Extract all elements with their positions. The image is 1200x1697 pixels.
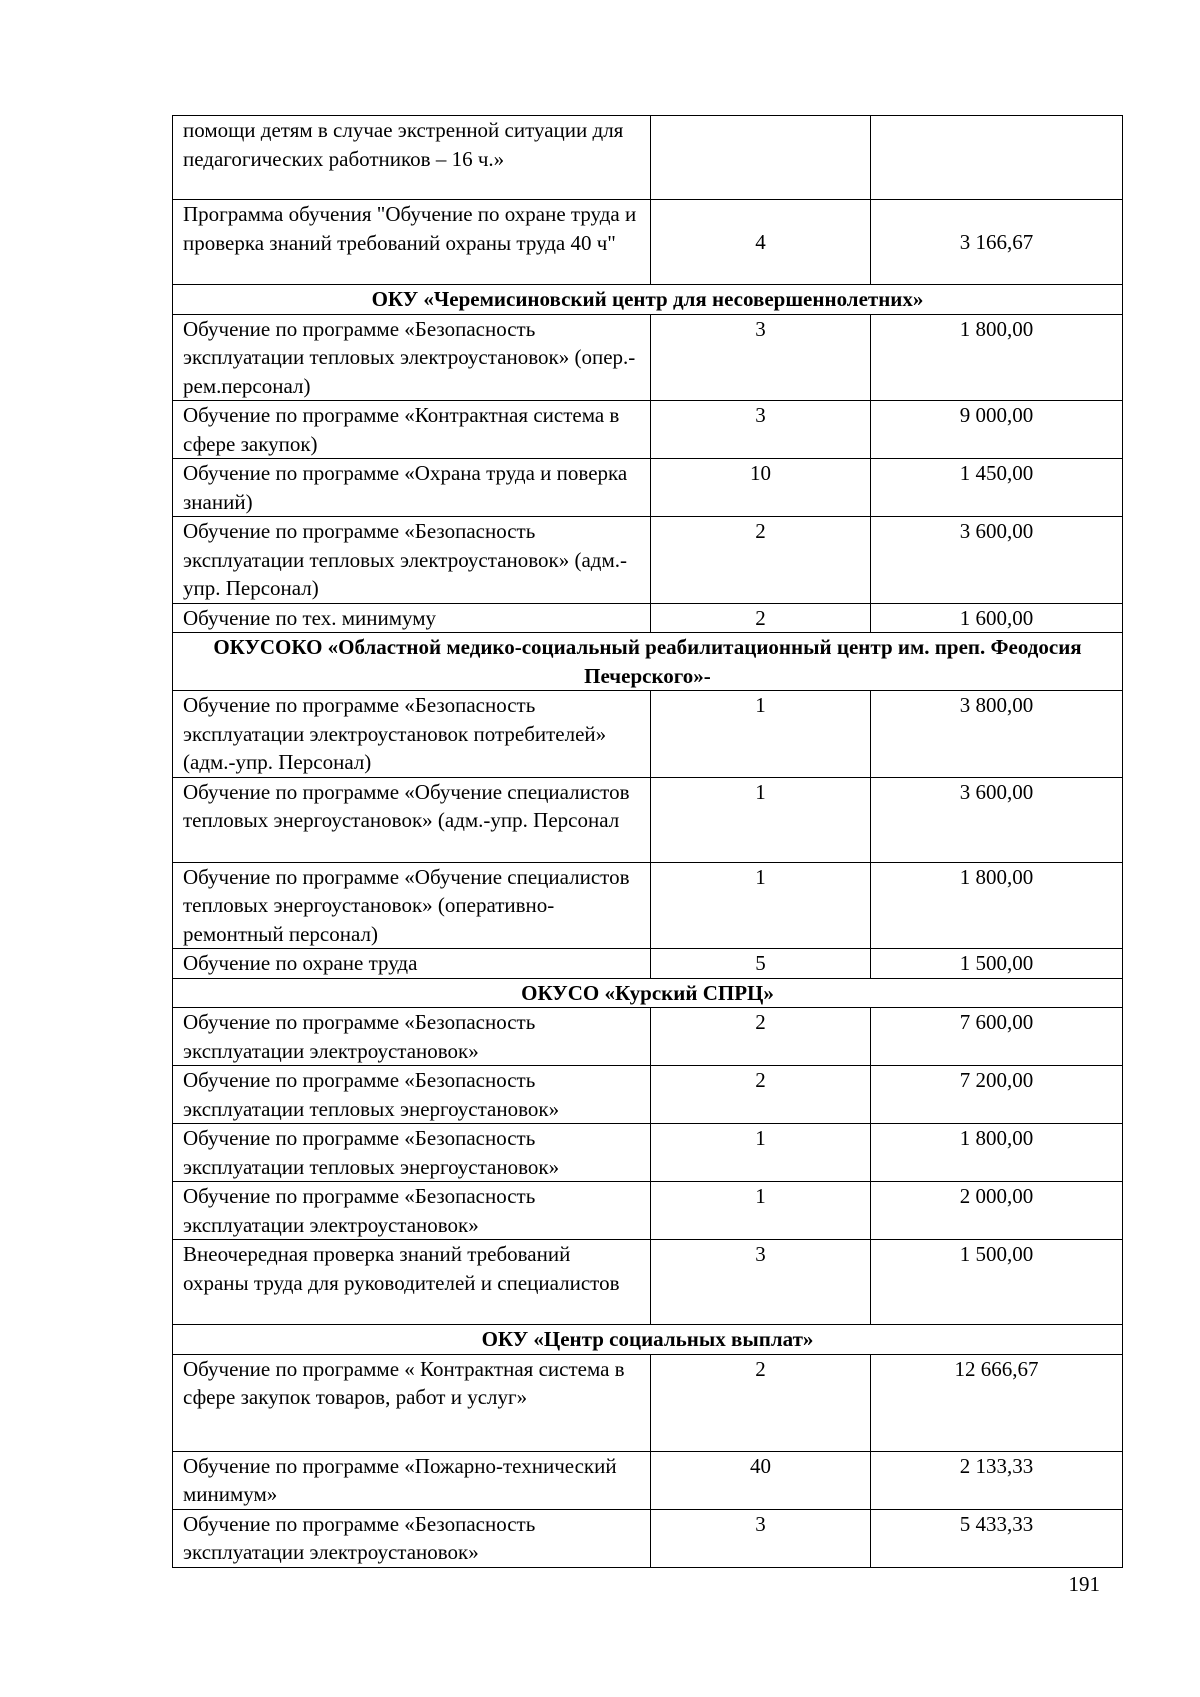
quantity-cell: 3 [651,1509,871,1567]
quantity-cell: 1 [651,691,871,778]
training-name-cell: Обучение по программе «Обучение специалистов тепловых энергоустановок» (адм.-упр. Персонал [173,777,651,862]
cost-cell: 1 800,00 [871,862,1123,949]
quantity-cell: 3 [651,314,871,401]
table-row [173,1008,1123,1066]
organization-name: ОКУСОКО «Областной медико-социальный реабилитационный центр им. преп. Феодосия Печерского»- [173,633,1123,691]
training-name-cell: Программа обучения "Обучение по охране труда и проверка знаний требований охраны труда 40 ч" [173,200,651,285]
table-body [173,116,1123,1568]
table-row [173,200,1123,285]
training-name-cell: Обучение по программе «Безопасность эксплуатации электроустановок» [173,1182,651,1240]
organization-header-row [173,633,1123,691]
training-name-cell: Обучение по программе «Безопасность эксплуатации электроустановок» [173,1509,651,1567]
table-row [173,1182,1123,1240]
training-name-cell: Обучение по программе «Охрана труда и поверка знаний) [173,459,651,517]
table-row [173,1240,1123,1325]
training-name-cell: Обучение по программе «Контрактная система в сфере закупок) [173,401,651,459]
cost-cell: 7 200,00 [871,1066,1123,1124]
table-row [173,1451,1123,1509]
quantity-cell: 2 [651,603,871,633]
training-cost-table [172,115,1123,1568]
table-row [173,116,1123,200]
table-row [173,603,1123,633]
table-row [173,777,1123,862]
training-name-cell: Обучение по тех. минимуму [173,603,651,633]
cost-cell: 12 666,67 [871,1354,1123,1451]
training-name-cell: Обучение по программе «Безопасность эксплуатации тепловых электроустановок» (адм.-упр. Персонал) [173,517,651,604]
table-row [173,1509,1123,1567]
cost-cell: 1 500,00 [871,949,1123,979]
table-row [173,1066,1123,1124]
quantity-cell: 40 [651,1451,871,1509]
training-name-cell: Обучение по программе « Контрактная система в сфере закупок товаров, работ и услуг» [173,1354,651,1451]
cost-cell: 2 000,00 [871,1182,1123,1240]
quantity-cell: 3 [651,1240,871,1325]
quantity-cell: 5 [651,949,871,979]
quantity-cell: 1 [651,862,871,949]
table-row [173,862,1123,949]
organization-header-row [173,1325,1123,1355]
organization-name: ОКУСО «Курский СПРЦ» [173,978,1123,1008]
page-number: 191 [1068,1572,1100,1596]
training-name-cell: Обучение по программе «Безопасность эксплуатации тепловых энергоустановок» [173,1066,651,1124]
training-name-cell: Обучение по программе «Безопасность эксплуатации тепловых энергоустановок» [173,1124,651,1182]
cost-cell: 1 450,00 [871,459,1123,517]
training-name-cell: Обучение по программе «Обучение специалистов тепловых энергоустановок» (оперативно-ремонтный персонал) [173,862,651,949]
quantity-cell: 4 [651,200,871,285]
table-row [173,314,1123,401]
cost-cell: 1 500,00 [871,1240,1123,1325]
table-row [173,1124,1123,1182]
quantity-cell: 1 [651,777,871,862]
training-name-cell: Обучение по программе «Безопасность эксплуатации тепловых электроустановок» (опер.-рем.персонал) [173,314,651,401]
organization-header-row [173,978,1123,1008]
table-row [173,691,1123,778]
cost-cell [871,116,1123,200]
quantity-cell: 2 [651,517,871,604]
training-name-cell: Обучение по программе «Пожарно-технический минимум» [173,1451,651,1509]
quantity-cell: 1 [651,1182,871,1240]
quantity-cell: 2 [651,1008,871,1066]
training-name-cell: Обучение по программе «Безопасность эксплуатации электроустановок» [173,1008,651,1066]
cost-cell: 5 433,33 [871,1509,1123,1567]
training-name-cell: помощи детям в случае экстренной ситуации для педагогических работников – 16 ч.» [173,116,651,200]
training-name-cell: Обучение по программе «Безопасность эксплуатации электроустановок потребителей» (адм.-упр. Персонал) [173,691,651,778]
quantity-cell: 10 [651,459,871,517]
cost-cell: 7 600,00 [871,1008,1123,1066]
cost-cell: 3 600,00 [871,517,1123,604]
organization-name: ОКУ «Черемисиновский центр для несовершеннолетних» [173,285,1123,315]
organization-header-row [173,285,1123,315]
quantity-cell: 3 [651,401,871,459]
table-row [173,949,1123,979]
cost-cell: 1 800,00 [871,314,1123,401]
quantity-cell [651,116,871,200]
cost-cell: 9 000,00 [871,401,1123,459]
cost-cell: 3 600,00 [871,777,1123,862]
cost-cell: 1 800,00 [871,1124,1123,1182]
table-row [173,517,1123,604]
table-row [173,1354,1123,1451]
training-name-cell: Обучение по охране труда [173,949,651,979]
cost-cell: 1 600,00 [871,603,1123,633]
table-row [173,401,1123,459]
table-row [173,459,1123,517]
quantity-cell: 1 [651,1124,871,1182]
quantity-cell: 2 [651,1354,871,1451]
quantity-cell: 2 [651,1066,871,1124]
organization-name: ОКУ «Центр социальных выплат» [173,1325,1123,1355]
cost-cell: 3 800,00 [871,691,1123,778]
cost-cell: 2 133,33 [871,1451,1123,1509]
cost-cell: 3 166,67 [871,200,1123,285]
training-name-cell: Внеочередная проверка знаний требований охраны труда для руководителей и специалистов [173,1240,651,1325]
